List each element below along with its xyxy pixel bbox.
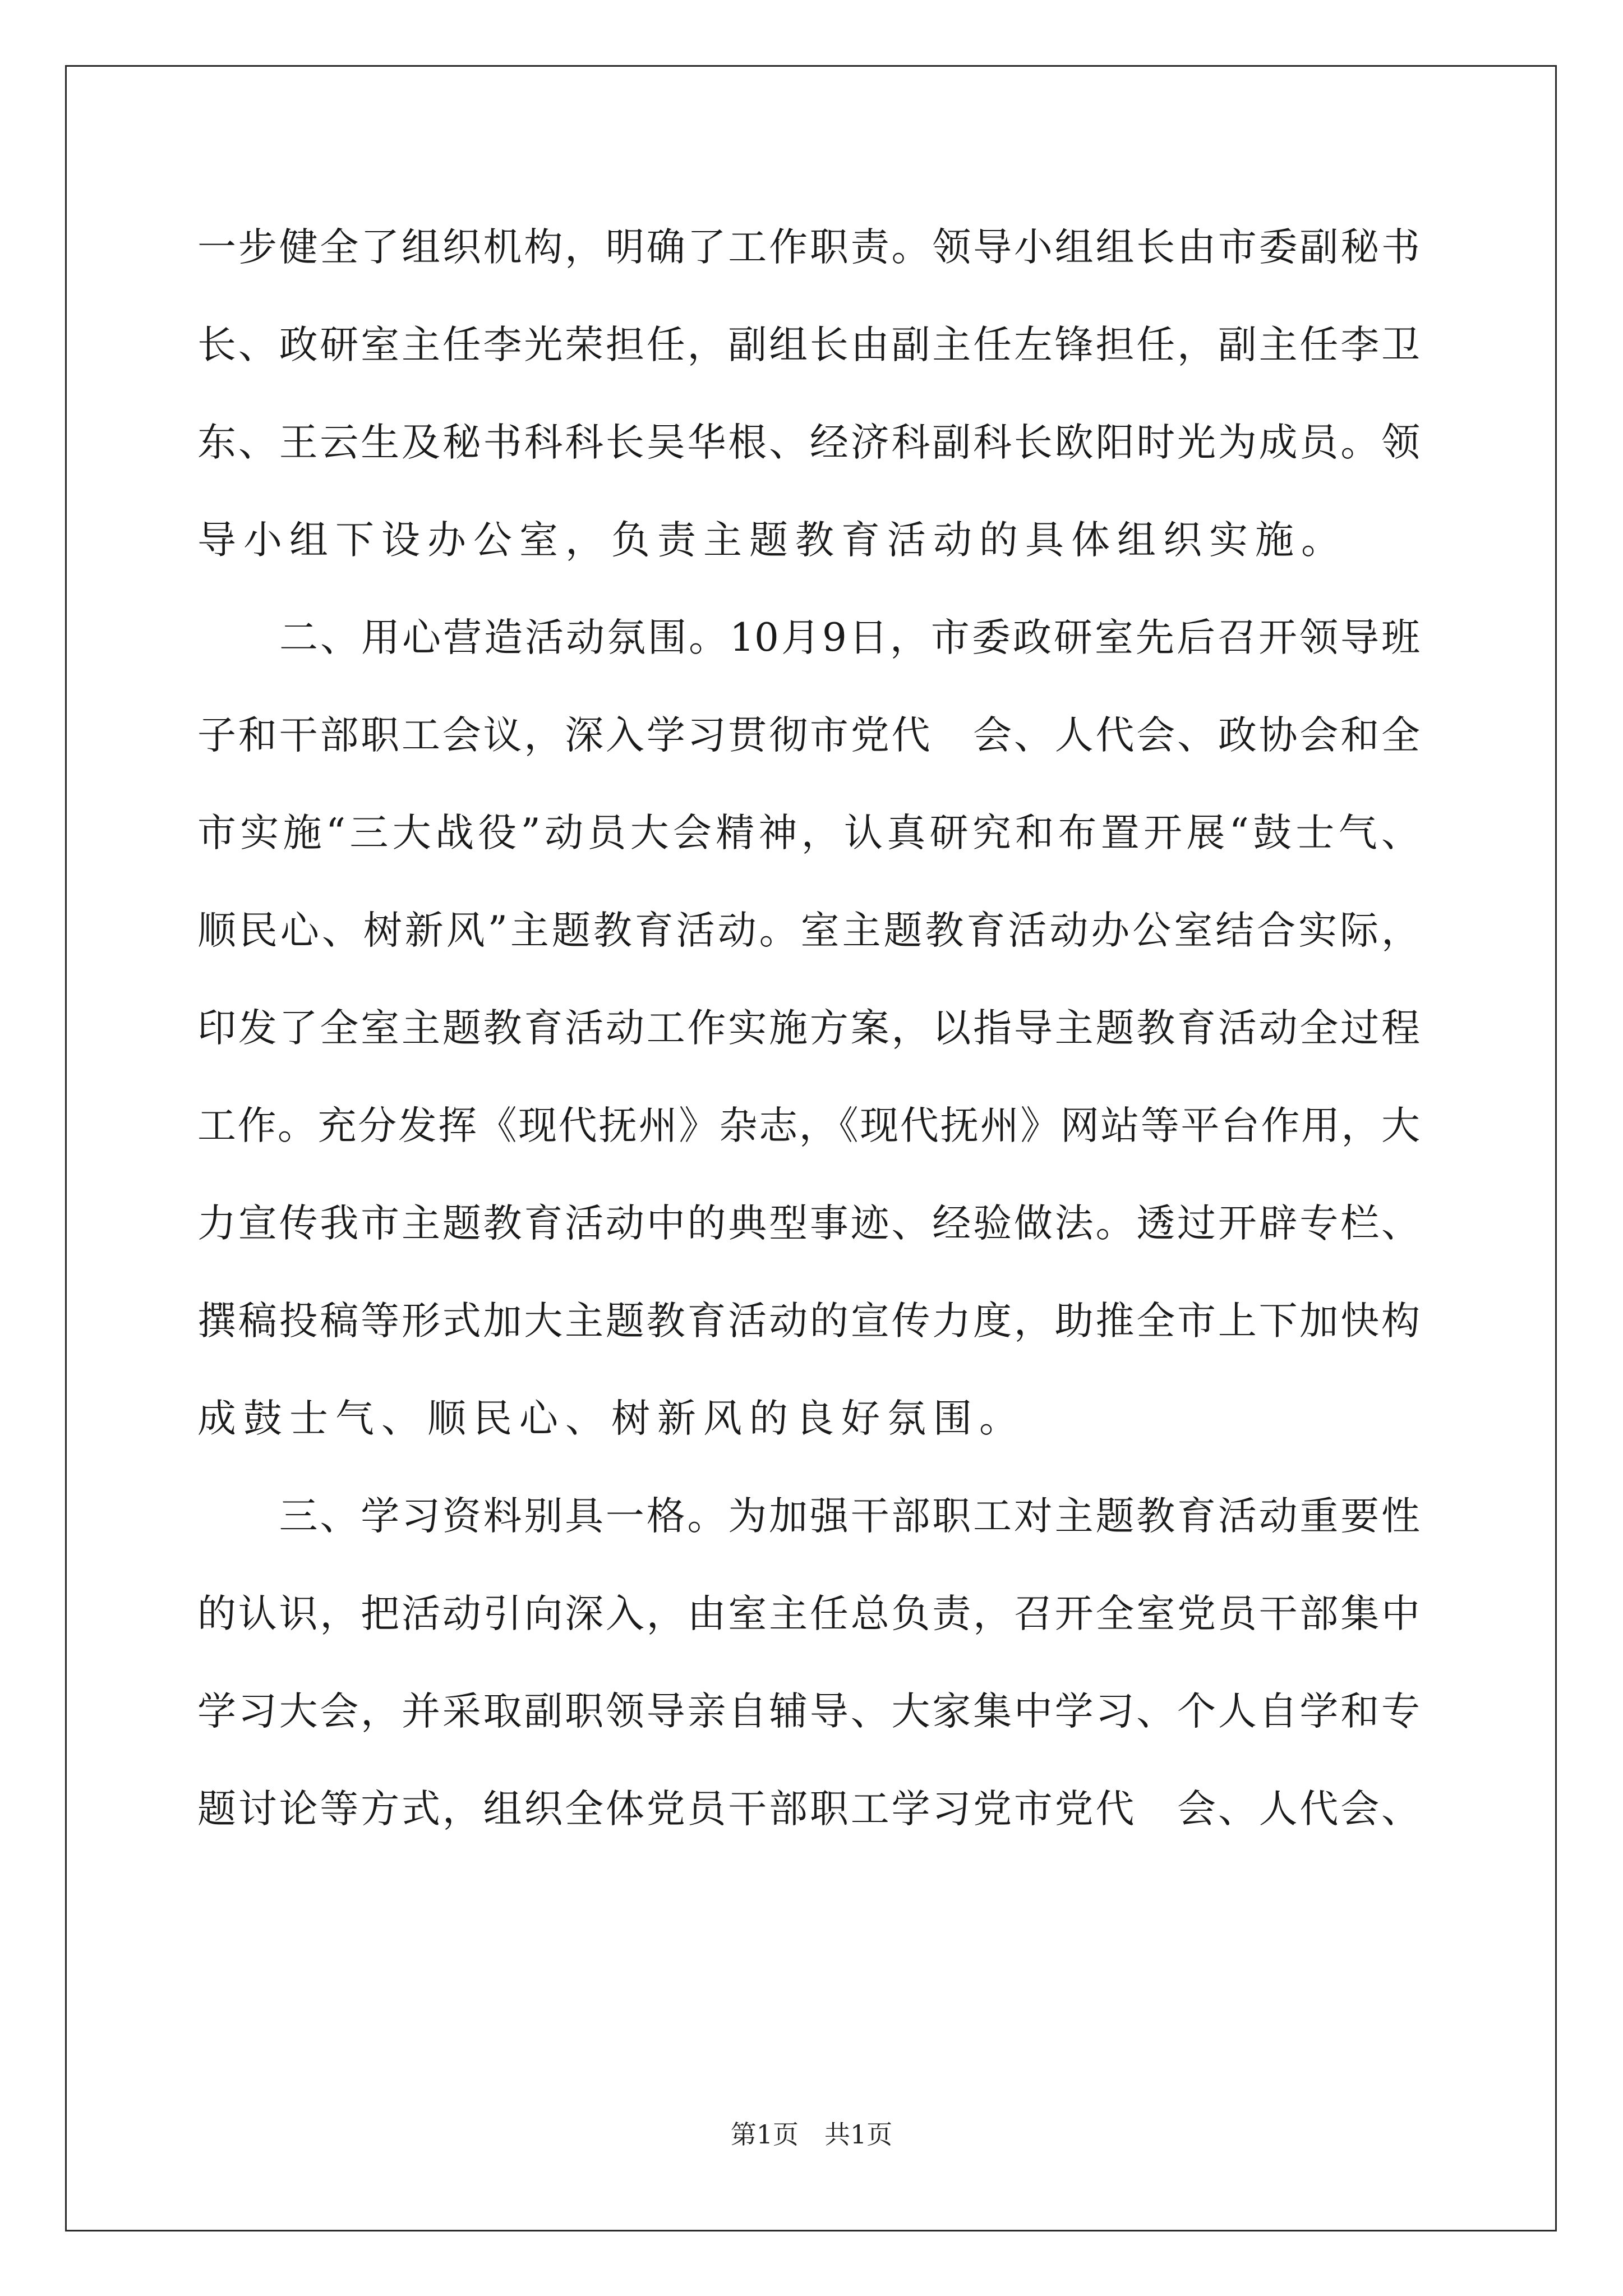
text-line: 工作。充分发挥《现代抚州》杂志，《现代抚州》网站等平台作用，大: [197, 1103, 1420, 1148]
text-line: 长、政研室主任李光荣担任，副组长由副主任左锋担任，副主任李卫: [197, 323, 1420, 367]
text-line: 题讨论等方式，组织全体党员干部职工学习党市党代 会、人代会、: [197, 1787, 1420, 1832]
text-line: 一步健全了组织机构，明确了工作职责。领导小组组长由市委副秘书: [197, 225, 1420, 270]
text-line: 撰稿投稿等形式加大主题教育活动的宣传力度，助推全市上下加快构: [197, 1299, 1420, 1343]
text-line: 东、王云生及秘书科科长吴华根、经济科副科长欧阳时光为成员。领: [197, 420, 1420, 465]
text-line: 顺民心、树新风”主题教育活动。室主题教育活动办公室结合实际，: [197, 908, 1420, 953]
text-line: 三、学习资料别具一格。为加强干部职工对主题教育活动重要性: [197, 1494, 1420, 1539]
text-line: 学习大会，并采取副职领导亲自辅导、大家集中学习、个人自学和专: [197, 1689, 1420, 1734]
text-line: 市实施“三大战役”动员大会精神，认真研究和布置开展“鼓士气、: [197, 811, 1420, 855]
text-line: 印发了全室主题教育活动工作实施方案，以指导主题教育活动全过程: [197, 1006, 1420, 1051]
text-line: 导小组下设办公室，负责主题教育活动的具体组织实施。: [197, 518, 1347, 563]
text-line: 二、用心营造活动氛围。10月9日，市委政研室先后召开领导班: [197, 615, 1420, 660]
text-line: 成鼓士气、顺民心、树新风的良好氛围。: [197, 1396, 1025, 1441]
text-line: 的认识，把活动引向深入，由室主任总负责，召开全室党员干部集中: [197, 1591, 1420, 1636]
page-number-footer: 第1页 共1页: [730, 2119, 893, 2150]
text-line: 子和干部职工会议，深入学习贯彻市党代 会、人代会、政协会和全: [197, 713, 1420, 758]
page-border: [65, 65, 1557, 2231]
text-line: 力宣传我市主题教育活动中的典型事迹、经验做法。透过开辟专栏、: [197, 1201, 1420, 1246]
